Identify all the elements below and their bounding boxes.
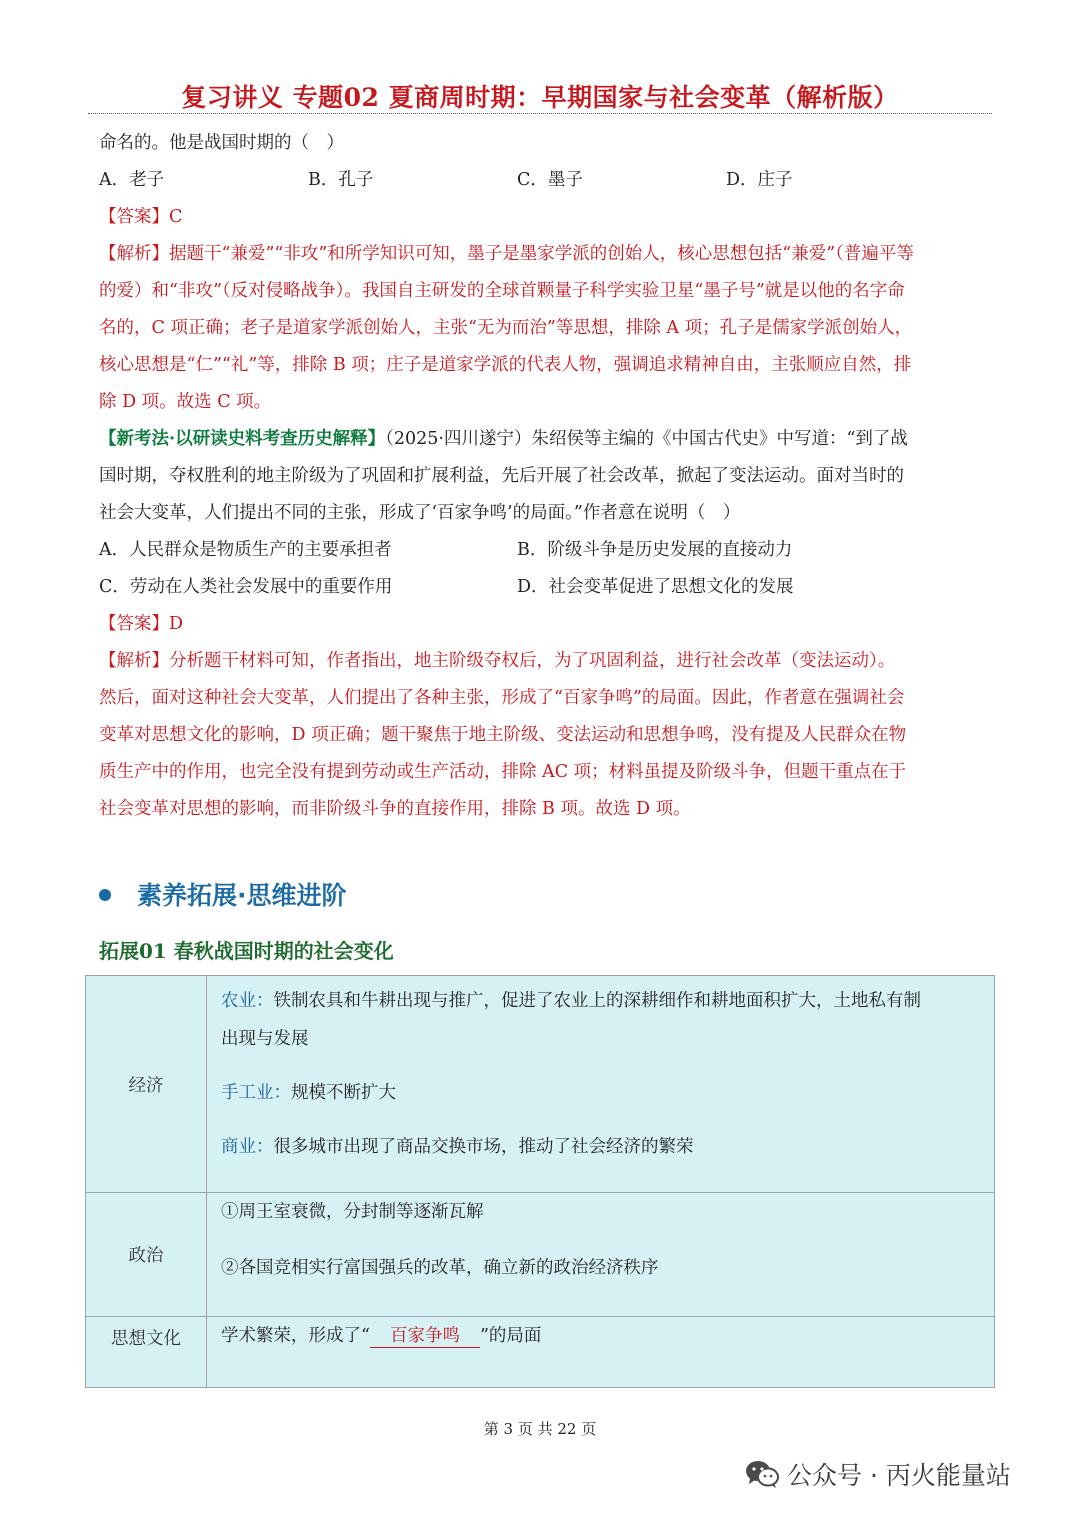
subsection-heading: 拓展01 春秋战国时期的社会变化 [99, 939, 394, 963]
row-label-economy: 经济 [86, 976, 207, 1193]
q1-answer: 【答案】C [99, 207, 183, 227]
q1-option-a: A．老子 [99, 170, 165, 190]
agri-line-2: 出现与发展 [221, 1029, 309, 1049]
agri-text: 铁制农具和牛耕出现与推广，促进了农业上的深耕细作和耕地面积扩大，土地私有制 [273, 991, 921, 1011]
table-row-economy [86, 976, 995, 1193]
economy-content [207, 976, 995, 1193]
q2-analysis-line: 【解析】分析题干材料可知，作者指出，地主阶级夺权后，为了巩固利益，进行社会改革（变法运动）。 [99, 651, 896, 671]
q1-analysis-line: 的爱）和“非攻”（反对侵略战争）。我国自主研发的全球首颗量子科学实验卫星“墨子号”就是以他的名字命 [99, 281, 905, 301]
q1-analysis-line: 【解析】据题干“兼爱”“非攻”和所学知识可知，墨子是墨家学派的创始人，核心思想包括“兼爱”（普遍平等 [99, 244, 914, 264]
bullet-dot-icon [99, 889, 111, 901]
table-row-politics [86, 1193, 995, 1317]
q2-tag: 【新考法·以研读史料考查历史解释】 [99, 429, 386, 449]
trade-line [207, 1128, 994, 1166]
table-row-culture [86, 1317, 995, 1388]
q2-option-c: C．劳动在人类社会发展中的重要作用 [99, 577, 393, 597]
culture-line [207, 1317, 994, 1355]
social-change-table [85, 975, 995, 1388]
culture-prefix: 学术繁荣，形成了“ [221, 1326, 370, 1346]
row-label-politics: 政治 [86, 1193, 207, 1317]
section-heading-text: 素养拓展·思维进阶 [137, 881, 347, 910]
q2-answer: 【答案】D [99, 614, 184, 634]
q1-analysis-line: 除 D 项。故选 C 项。 [99, 392, 272, 412]
politics-content [207, 1193, 995, 1317]
q1-analysis-line: 核心思想是“仁”“礼”等，排除 B 项；庄子是道家学派的代表人物，强调追求精神自由，主张顺应自然，排 [99, 355, 912, 375]
craft-line [207, 1074, 994, 1112]
craft-text: 规模不断扩大 [291, 1083, 396, 1103]
fill-blank-answer: 百家争鸣 [370, 1325, 480, 1348]
politics-item: ①周王室衰微，分封制等逐渐瓦解 [221, 1202, 484, 1222]
section-heading [99, 876, 347, 912]
craft-key: 手工业： [221, 1083, 291, 1103]
page-number: 第 3 页 共 22 页 [483, 1420, 597, 1438]
q2-analysis-line: 变革对思想文化的影响，D 项正确；题干聚焦于地主阶级、变法运动和思想争鸣，没有提及人民群众在物 [99, 725, 907, 745]
q2-option-a: A．人民群众是物质生产的主要承担者 [99, 540, 392, 560]
q1-stem: 命名的。他是战国时期的（ ） [99, 133, 344, 153]
q2-analysis-line: 质生产中的作用，也完全没有提到劳动或生产活动，排除 AC 项；材料虽提及阶级斗争，但题干重点在于 [99, 762, 907, 782]
page-title: 复习讲义 专题02 夏商周时期：早期国家与社会变革（解析版） [181, 83, 899, 112]
trade-text: 很多城市出现了商品交换市场，推动了社会经济的繁荣 [273, 1137, 694, 1157]
politics-item: ②各国竞相实行富国强兵的改革，确立新的政治经济秩序 [221, 1258, 659, 1278]
q2-option-b: B．阶级斗争是历史发展的直接动力 [517, 540, 793, 560]
title-divider [88, 113, 992, 114]
q2-stem-line: 国时期，夺权胜利的地主阶级为了巩固和扩展利益，先后开展了社会改革，掀起了变法运动。面对当时的 [99, 466, 904, 486]
q2-option-d: D．社会变革促进了思想文化的发展 [517, 577, 794, 597]
trade-key: 商业： [221, 1137, 274, 1157]
q1-option-d: D．庄子 [726, 170, 793, 190]
q2-stem-line: 社会大变革，人们提出不同的主张，形成了‘百家争鸣’的局面。”作者意在说明（ ） [99, 503, 741, 523]
row-label-culture: 思想文化 [86, 1317, 207, 1388]
agri-line [207, 982, 994, 1020]
q1-option-c: C．墨子 [517, 170, 583, 190]
wechat-icon [745, 1459, 779, 1495]
q2-analysis-line: 然后，面对这种社会大变革，人们提出了各种主张，形成了“百家争鸣”的局面。因此，作者意在强调社会 [99, 688, 905, 708]
agri-key: 农业： [221, 991, 274, 1011]
q2-stem-line: （2025·四川遂宁）朱绍侯等主编的《中国古代史》中写道：“到了战 [385, 429, 908, 449]
q2-analysis-line: 社会变革对思想的影响，而非阶级斗争的直接作用，排除 B 项。故选 D 项。 [99, 799, 691, 819]
q1-option-b: B．孔子 [308, 170, 374, 190]
culture-content [207, 1317, 995, 1388]
q1-analysis-line: 名的，C 项正确；老子是道家学派创始人，主张“无为而治”等思想，排除 A 项；孔子是儒家学派创始人， [99, 318, 913, 338]
watermark-text: 公众号 · 丙火能量站 [787, 1461, 1011, 1490]
watermark [745, 1456, 1011, 1495]
q2-stem-first-line [99, 427, 908, 451]
culture-suffix: ”的局面 [479, 1326, 542, 1346]
